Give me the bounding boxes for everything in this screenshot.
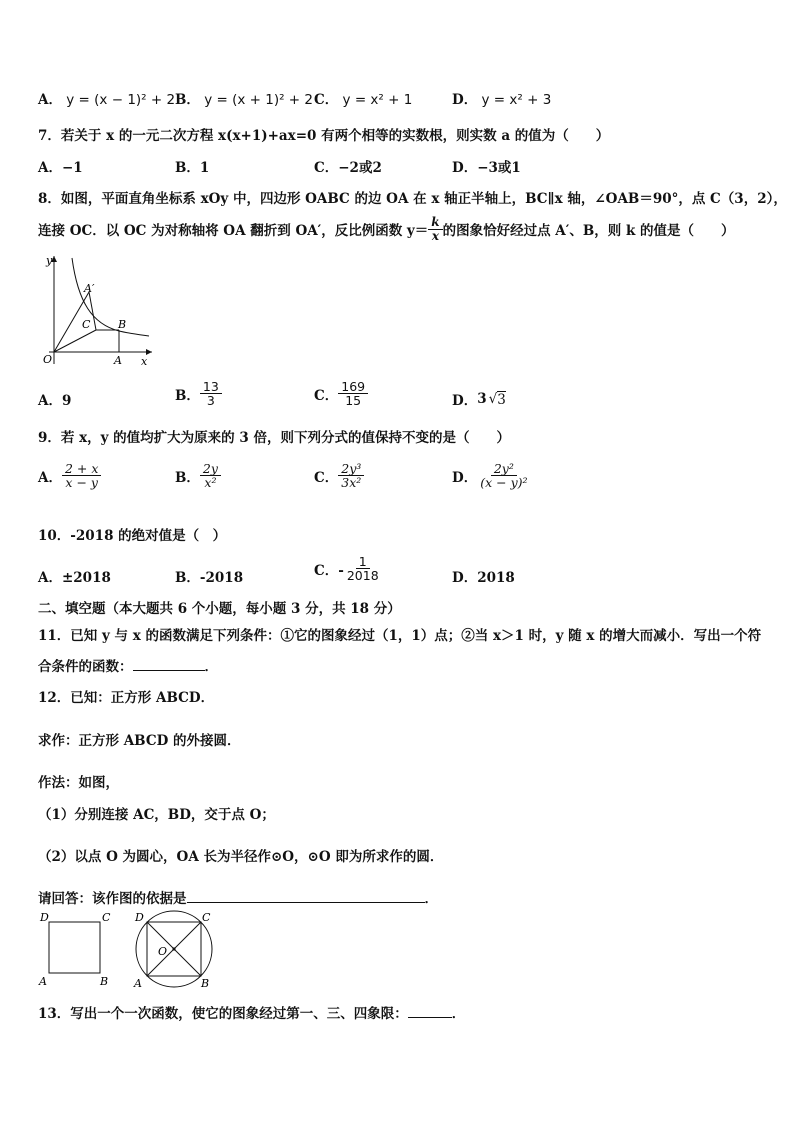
q12-sq-label-d: D <box>40 911 49 924</box>
q9-a-num: 2 + x <box>62 462 101 476</box>
q9-c-label: C． <box>314 469 339 486</box>
q12-given: 12．已知：正方形 ABCD． <box>38 690 215 706</box>
q13-end: ． <box>451 1006 466 1022</box>
section-fill-in-heading: 二、填空题（本大题共 6 个小题，每小题 3 分，共 18 分） <box>38 601 401 617</box>
q8-line2-post: 的图象恰好经过点 A′、B，则 k 的值是（ ） <box>442 223 735 240</box>
q9-d-den: (x − y)² <box>480 475 528 491</box>
q8-d-radicand: 3 <box>497 391 506 408</box>
q8-label-o: O <box>43 353 53 366</box>
q9-a-den: x − y <box>65 475 98 491</box>
q9-option-a <box>38 462 101 489</box>
q8-frac-num: k <box>428 216 442 230</box>
q11-line2-end: ． <box>204 659 218 675</box>
q8-label-aprime: A′ <box>84 282 95 295</box>
q9-b-num: 2y <box>200 462 221 476</box>
q12-c-label-d: D <box>135 911 144 924</box>
q12-question-text: 请回答：该作图的依据是 <box>38 891 187 907</box>
q12-c-label-c: C <box>202 911 211 924</box>
q13-stem <box>38 1002 465 1022</box>
q12-circle-figure <box>128 906 218 992</box>
q11-answer-blank[interactable] <box>133 657 205 671</box>
q12-sq-label-a: A <box>39 975 47 988</box>
q9-option-b <box>175 462 221 489</box>
q6-option-d <box>452 88 551 108</box>
q10-option-c <box>314 555 382 582</box>
q8-b-label: B． <box>175 387 200 404</box>
q9-option-c <box>314 462 364 489</box>
q9-a-fraction <box>62 462 101 489</box>
q8-c-num: 169 <box>338 380 368 394</box>
q12-c-label-a: A <box>134 977 142 990</box>
q6-d-expr: y = x² + 3 <box>481 92 552 108</box>
q12-answer-blank[interactable] <box>187 889 425 903</box>
q8-stem-line2 <box>38 216 735 242</box>
q9-b-fraction <box>200 462 221 489</box>
q7-option-b: B．1 <box>175 160 210 176</box>
q6-option-c <box>314 88 412 108</box>
q9-c-den: 3x² <box>341 475 362 491</box>
q6-option-a <box>38 88 175 108</box>
q13-text: 13．写出一个一次函数，使它的图象经过第一、三、四象限： <box>38 1006 408 1022</box>
q10-option-b: B．-2018 <box>175 570 244 586</box>
q9-c-num: 2y³ <box>338 462 364 476</box>
q8-b-fraction <box>200 380 222 407</box>
q8-frac-den: x <box>431 228 440 243</box>
q8-b-den: 3 <box>206 393 215 409</box>
q8-figure <box>34 252 159 370</box>
q8-label-a: A <box>114 354 122 367</box>
q12-step1: （1）分别连接 AC，BD，交于点 O； <box>38 807 275 823</box>
q8-label-y: y <box>46 254 53 267</box>
q8-label-x: x <box>141 355 148 368</box>
q9-d-num: 2y² <box>491 462 517 476</box>
q6-option-b <box>175 88 313 108</box>
q12-task: 求作：正方形 ABCD 的外接圆． <box>38 733 241 749</box>
q9-stem: 9．若 x，y 的值均扩大为原来的 3 倍，则下列分式的值保持不变的是（ ） <box>38 430 510 446</box>
q12-method-heading: 作法：如图， <box>38 775 119 791</box>
q12-step2: （2）以点 O 为圆心，OA 长为半径作⊙O，⊙O 即为所求作的圆． <box>38 849 444 865</box>
q7-stem: 7．若关于 x 的一元二次方程 x(x+1)+ax=0 有两个相等的实数根，则实数 a 的值为（ ） <box>38 128 610 144</box>
q12-question-end: ． <box>424 891 438 907</box>
q12-center-dot <box>172 947 175 950</box>
q9-b-den: x² <box>204 475 217 491</box>
q8-option-d <box>452 389 506 409</box>
q6-d-label: D． <box>452 92 478 108</box>
q13-answer-blank[interactable] <box>408 1004 452 1018</box>
q8-stem-line1: 8．如图，平面直角坐标系 xOy 中，四边形 OABC 的边 OA 在 x 轴正半轴上，BC∥x 轴，∠OAB＝90°，点 C（3，2）， <box>38 191 787 207</box>
q8-b-num: 13 <box>200 380 222 394</box>
q8-d-label: D． <box>452 393 478 409</box>
q8-c-label: C． <box>314 387 339 404</box>
q9-a-label: A． <box>38 469 62 486</box>
q8-k-over-x <box>428 216 442 242</box>
radical-sign-icon: √ <box>488 391 498 407</box>
q9-d-label: D． <box>452 469 478 486</box>
q8-label-c: C <box>82 318 91 331</box>
q6-b-label: B． <box>175 92 200 108</box>
q11-stem-line1: 11．已知 y 与 x 的函数满足下列条件：①它的图象经过（1，1）点；②当 x＞1 时，y 随 x 的增大而减小．写出一个符 <box>38 628 762 644</box>
q10-stem: 10．-2018 的绝对值是（ ） <box>38 528 227 544</box>
q9-c-fraction <box>338 462 364 489</box>
q8-c-den: 15 <box>345 393 362 409</box>
q8-option-b <box>175 380 222 407</box>
q9-d-fraction <box>477 462 530 489</box>
q12-sq-label-c: C <box>102 911 111 924</box>
q12-sq-label-b: B <box>100 975 109 988</box>
q10-c-den: 2018 <box>346 568 379 584</box>
q8-label-b: B <box>118 318 127 331</box>
q8-option-a: A．9 <box>38 393 72 409</box>
q12-c-label-b: B <box>201 977 210 990</box>
q6-a-label: A． <box>38 92 62 108</box>
q8-d-coef: 3 <box>477 391 487 407</box>
q6-c-label: C． <box>314 92 339 108</box>
q8-option-c <box>314 380 368 407</box>
q10-c-fraction <box>344 555 382 582</box>
q10-option-a: A．±2018 <box>38 570 111 586</box>
q6-b-expr: y = (x + 1)² + 2 <box>204 92 314 108</box>
q8-line2-pre: 连接 OC．以 OC 为对称轴将 OA 翻折到 OA′，反比例函数 y＝ <box>38 223 429 240</box>
q9-b-label: B． <box>175 469 200 486</box>
q11-stem-line2 <box>38 655 218 675</box>
q10-option-d: D．2018 <box>452 570 515 586</box>
q9-option-d <box>452 462 531 489</box>
q6-c-expr: y = x² + 1 <box>342 92 413 108</box>
q12-square <box>49 922 100 973</box>
q11-line2-text: 合条件的函数： <box>38 659 133 675</box>
q7-option-d: D．−3或1 <box>452 160 521 176</box>
q12-c-label-o: O <box>158 945 168 958</box>
q10-c-label: C．- <box>314 562 344 579</box>
q12-square-figure <box>36 908 116 988</box>
q8-c-fraction <box>338 380 368 407</box>
q7-option-a: A．−1 <box>38 160 83 176</box>
q12-question <box>38 887 438 907</box>
q7-option-c: C．−2或2 <box>314 160 382 176</box>
q10-c-num: 1 <box>356 555 370 569</box>
q6-a-expr: y = (x − 1)² + 2 <box>66 92 176 108</box>
